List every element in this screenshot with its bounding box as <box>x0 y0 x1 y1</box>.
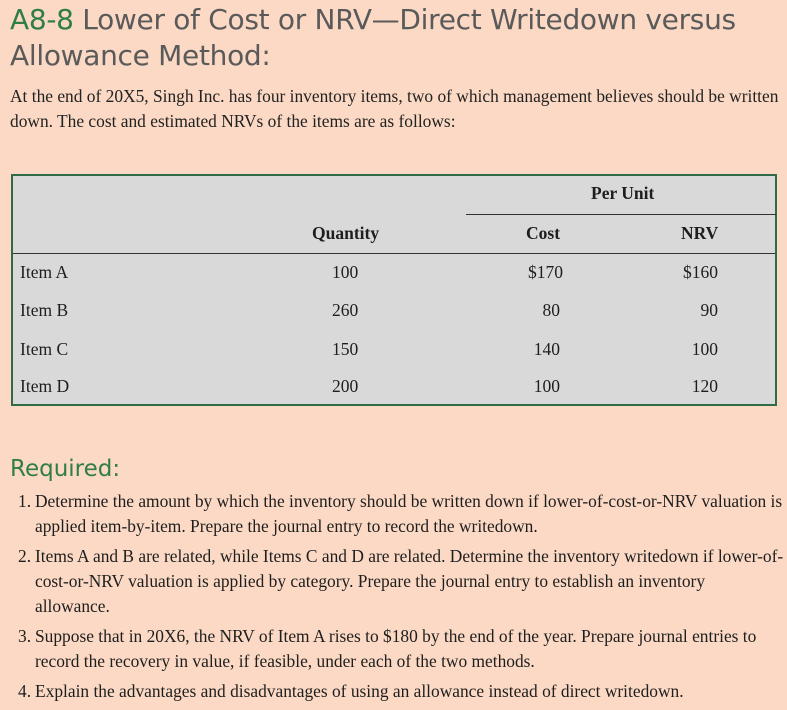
problem-code: A8-8 <box>10 3 74 36</box>
table-row-cost: $170 <box>528 262 563 282</box>
table-row-item: Item C <box>20 339 69 359</box>
header-rule <box>13 253 775 254</box>
required-item <box>18 544 784 619</box>
table-row-item: Item B <box>20 300 69 320</box>
required-item-text: Suppose that in 20X6, the NRV of Item A rises to $180 by the end of the year. Prepare journal entries to record the recovery in value, if feasible, under each of the two methods. <box>35 626 757 671</box>
table-row-item: Item D <box>20 376 70 396</box>
table-row-item: Item A <box>20 262 69 282</box>
table-row-nrv: 90 <box>700 300 718 320</box>
cost-column-header: Cost <box>526 223 561 243</box>
problem-title <box>10 2 780 74</box>
problem-title-text: Lower of Cost or NRV—Direct Writedown versus Allowance Method: <box>10 3 736 72</box>
table-row-quantity: 260 <box>332 300 359 320</box>
required-heading: Required: <box>10 456 121 482</box>
table-row-cost: 100 <box>533 376 560 396</box>
table-row-cost: 80 <box>542 300 560 320</box>
required-item <box>18 679 784 704</box>
table-row-nrv: 120 <box>691 376 718 396</box>
required-item-number: 4. <box>18 681 32 701</box>
required-item-text: Items A and B are related, while Items C and D are related. Determine the inventory writedown if lower-of-cost-or-NRV valuation is applied by category. Prepare the journal entry to establish an inventory allowance. <box>35 546 784 616</box>
per-unit-header: Per Unit <box>591 183 655 203</box>
required-item-number: 1. <box>18 491 32 511</box>
per-unit-rule <box>466 214 776 215</box>
required-item-number: 2. <box>18 546 32 566</box>
required-list <box>18 489 784 709</box>
nrv-column-header: NRV <box>681 223 719 243</box>
table-row-cost: 140 <box>533 339 560 359</box>
required-item-text: Determine the amount by which the inventory should be written down if lower-of-cost-or-NRV valuation is applied item-by-item. Prepare the journal entry to record the writedown. <box>35 491 783 536</box>
required-item-number: 3. <box>18 626 32 646</box>
table-row-nrv: 100 <box>691 339 718 359</box>
table-row-quantity: 100 <box>332 262 359 282</box>
required-item <box>18 624 784 674</box>
intro-paragraph: At the end of 20X5, Singh Inc. has four inventory items, two of which management believes should be written down. The cost and estimated NRVs of the items are as follows: <box>10 86 779 131</box>
required-item <box>18 489 784 539</box>
required-item-text: Explain the advantages and disadvantages of using an allowance instead of direct writedown. <box>35 681 684 701</box>
quantity-column-header: Quantity <box>312 223 380 243</box>
inventory-table <box>11 174 777 406</box>
table-row-nrv: $160 <box>683 262 718 282</box>
table-row-quantity: 200 <box>332 376 359 396</box>
table-row-quantity: 150 <box>332 339 359 359</box>
